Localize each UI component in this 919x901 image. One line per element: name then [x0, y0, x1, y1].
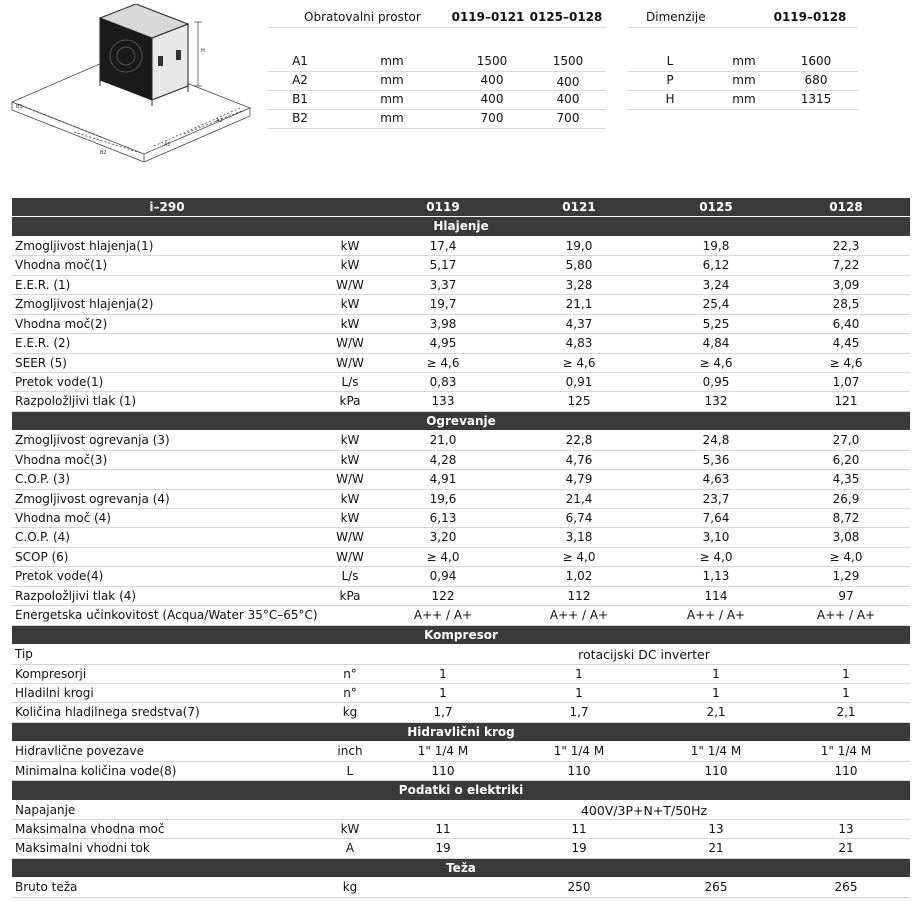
spec-value: 19,7	[429, 297, 457, 312]
spec-unit: L/s	[341, 374, 359, 389]
dim-label-a2: A2	[216, 118, 223, 124]
spec-row	[12, 587, 910, 606]
spec-value: 4,45	[832, 336, 860, 351]
spec-label: Maksimalna vhodna moč	[15, 822, 165, 836]
spec-value: 122	[431, 588, 455, 603]
clearance-value: 400	[556, 92, 580, 106]
spec-label: Pretok vode(4)	[15, 569, 104, 584]
spec-unit: kW	[340, 452, 360, 467]
spec-row	[12, 567, 910, 586]
spec-value: 8,72	[832, 511, 860, 525]
spec-value: ≥ 4,0	[699, 549, 733, 564]
spec-value: 1	[712, 666, 720, 681]
spec-value: 26,9	[832, 491, 860, 506]
spec-value: 4,35	[832, 472, 860, 487]
spec-value: 250	[567, 880, 591, 895]
spec-span-value: 400V/3P+N+T/50Hz	[580, 802, 708, 818]
spec-value: ≥ 4,6	[562, 355, 596, 370]
clearance-name: A2	[292, 73, 308, 87]
spec-unit: kg	[342, 880, 358, 895]
spec-value: 25,4	[702, 297, 730, 312]
spec-value: 1	[575, 666, 583, 681]
spec-value: 3,09	[832, 277, 860, 292]
clearance-unit: mm	[380, 92, 404, 106]
spec-value: 17,4	[429, 238, 457, 253]
spec-value: 13	[708, 822, 724, 836]
spec-value: ≥ 4,0	[829, 549, 863, 564]
spec-row	[12, 684, 910, 703]
spec-value: 21,4	[565, 491, 593, 506]
spec-value: 6,13	[429, 511, 457, 525]
spec-value: 1,02	[565, 569, 593, 584]
spec-value: 1,07	[832, 374, 860, 389]
spec-value: 1,7	[433, 705, 453, 720]
spec-label: Tip	[15, 647, 33, 662]
spec-row	[12, 801, 910, 820]
clearance-value: 400	[480, 73, 504, 87]
spec-row	[12, 276, 910, 295]
clearance-unit: mm	[380, 111, 404, 125]
dimensions-name: H	[665, 92, 675, 106]
spec-value: A++ / A+	[686, 608, 746, 623]
spec-unit: W/W	[336, 336, 364, 351]
spec-value: 21,0	[429, 433, 457, 448]
clearance-value: 700	[480, 111, 504, 125]
spec-row	[12, 742, 910, 761]
clearance-col-header: 0119–0121	[451, 10, 525, 24]
spec-value: 0,91	[565, 374, 593, 389]
spec-row	[12, 509, 910, 528]
spec-value: 13	[838, 822, 854, 836]
dimensions-unit: mm	[732, 92, 756, 106]
spec-value: 3,08	[832, 530, 860, 545]
spec-value: 28,5	[832, 297, 860, 312]
spec-label: Zmogljivost hlajenja(1)	[15, 238, 154, 253]
spec-value: 4,37	[565, 316, 593, 331]
spec-label: Vhodna moč(2)	[15, 316, 108, 331]
spec-value: 5,17	[429, 258, 457, 273]
clearance-table	[268, 8, 606, 133]
spec-row	[12, 703, 910, 722]
section-title: Ogrevanje	[426, 413, 496, 428]
spec-unit: W/W	[336, 472, 364, 487]
spec-row	[12, 762, 910, 781]
spec-row	[12, 470, 910, 489]
spec-value: 11	[571, 822, 587, 836]
spec-label: C.O.P. (3)	[15, 472, 70, 487]
spec-row	[12, 256, 910, 275]
dimensions-unit: mm	[732, 73, 756, 87]
spec-label: Hidravlične povezave	[15, 744, 145, 759]
section-header	[12, 217, 910, 236]
clearance-value: 700	[556, 111, 580, 125]
section-title: Hidravlični krog	[407, 724, 515, 739]
spec-value: ≥ 4,6	[699, 355, 733, 370]
spec-row	[12, 528, 910, 547]
spec-label: Energetska učinkovitost (Acqua/Water 35°C–65°C)	[15, 608, 318, 623]
spec-value: 0,95	[702, 374, 730, 389]
spec-span-value: rotacijski DC inverter	[578, 647, 710, 663]
spec-value: 2,1	[836, 705, 856, 720]
spec-value: 132	[704, 394, 728, 409]
spec-value: 19,0	[565, 238, 593, 253]
spec-unit: W/W	[336, 355, 364, 370]
spec-value: 21,1	[565, 297, 593, 312]
section-title: Hlajenje	[433, 219, 489, 234]
spec-value: 5,80	[565, 258, 593, 273]
spec-unit: kW	[340, 433, 360, 448]
dim-label-b1: B1	[16, 104, 23, 110]
model-name: i–290	[149, 200, 185, 214]
spec-value: 3,20	[429, 530, 457, 545]
spec-value: 19,6	[429, 491, 457, 506]
spec-value: 133	[431, 394, 455, 409]
dimensions-value: 1600	[800, 54, 832, 68]
dimensions-row	[628, 90, 858, 110]
spec-value: 265	[704, 880, 728, 895]
spec-value: 19	[571, 841, 587, 856]
spec-label: Zmogljivost ogrevanja (3)	[15, 433, 170, 448]
spec-label: Maksimalni vhodni tok	[15, 841, 150, 856]
spec-value: 4,84	[702, 336, 730, 351]
dim-label-b2: B2	[100, 150, 107, 156]
spec-unit: kW	[340, 822, 360, 836]
spec-label: E.E.R. (2)	[15, 336, 71, 351]
spec-value: 3,10	[702, 530, 730, 545]
section-title: Kompresor	[424, 627, 498, 642]
spec-value: 121	[834, 394, 858, 409]
spec-unit: kPa	[339, 394, 361, 409]
spec-value: A++ / A+	[816, 608, 876, 623]
spec-unit: kW	[340, 316, 360, 331]
spec-value: 1	[842, 685, 850, 700]
spec-row	[12, 315, 910, 334]
spec-value: 1,29	[832, 569, 860, 584]
section-header	[12, 859, 910, 878]
spec-row	[12, 295, 910, 314]
clearance-value: 1500	[552, 54, 584, 68]
spec-value: 110	[431, 763, 455, 778]
spec-row	[12, 548, 910, 567]
spec-row	[12, 373, 910, 392]
spec-value: 4,91	[429, 472, 457, 487]
section-header	[12, 626, 910, 645]
spec-value: 1,13	[702, 569, 730, 584]
clearance-title: Obratovalni prostor	[304, 10, 421, 24]
clearance-row	[268, 109, 606, 129]
spec-row	[12, 354, 910, 373]
spec-value: 22,8	[565, 433, 593, 448]
spec-label: Minimalna količina vode(8)	[15, 763, 177, 778]
spec-unit: L	[346, 763, 354, 778]
spec-value: 97	[838, 588, 854, 603]
clearance-value: 1500	[476, 54, 508, 68]
spec-unit: W/W	[336, 530, 364, 545]
dimensions-title: Dimenzije	[646, 10, 706, 24]
clearance-name: B2	[292, 111, 308, 125]
clearance-col-header: 0125–0128	[529, 10, 603, 24]
spec-label: E.E.R. (1)	[15, 277, 71, 292]
spec-unit: kW	[340, 297, 360, 312]
spec-value: ≥ 4,6	[426, 355, 460, 370]
dimensions-table	[628, 8, 858, 113]
spec-value: 21	[838, 841, 854, 856]
spec-value: 5,36	[702, 452, 730, 467]
clearance-value: 400	[556, 75, 580, 89]
spec-row	[12, 839, 910, 858]
spec-row	[12, 645, 910, 664]
model-column-header: 0125	[699, 200, 733, 214]
spec-label: Vhodna moč (4)	[15, 511, 111, 525]
spec-value: A++ / A+	[549, 608, 609, 623]
spec-value: ≥ 4,0	[562, 549, 596, 564]
spec-row	[12, 431, 910, 450]
spec-value: ≥ 4,0	[426, 549, 460, 564]
spec-value: A++ / A+	[413, 608, 473, 623]
spec-value: 110	[567, 763, 591, 778]
spec-value: 1	[842, 666, 850, 681]
spec-unit: W/W	[336, 277, 364, 292]
spec-row	[12, 606, 910, 625]
dimensions-name: P	[666, 73, 674, 87]
spec-value: 4,79	[565, 472, 593, 487]
spec-value: 6,74	[565, 511, 593, 525]
dimensions-value: 1315	[800, 92, 832, 106]
section-header	[12, 781, 910, 800]
spec-value: 1" 1/4 M	[417, 744, 469, 759]
spec-unit: n°	[343, 666, 357, 681]
spec-row	[12, 820, 910, 839]
spec-value: 114	[704, 588, 728, 603]
spec-value: 19	[435, 841, 451, 856]
spec-value: 0,94	[429, 569, 457, 584]
spec-label: Razpoložljivi tlak (4)	[15, 588, 137, 603]
spec-value: 125	[567, 394, 591, 409]
dim-label-h: H	[201, 48, 205, 54]
spec-value: 3,28	[565, 277, 593, 292]
spec-value: 1	[439, 685, 447, 700]
spec-unit: W/W	[336, 549, 364, 564]
spec-value: 22,3	[832, 238, 860, 253]
dimensions-col-header: 0119–0128	[773, 10, 847, 24]
spec-value: 6,20	[832, 452, 860, 467]
spec-value: 1	[575, 685, 583, 700]
spec-label: Količina hladilnega sredstva(7)	[15, 705, 200, 720]
unit-dimension-drawing	[4, 4, 254, 162]
dimensions-row	[628, 71, 858, 91]
spec-label: Pretok vode(1)	[15, 374, 104, 389]
spec-label: C.O.P. (4)	[15, 530, 70, 545]
spec-value: 6,40	[832, 316, 860, 331]
spec-value: 3,24	[702, 277, 730, 292]
spec-value: 110	[834, 763, 858, 778]
spec-value: ≥ 4,6	[829, 355, 863, 370]
section-title: Podatki o elektriki	[398, 783, 524, 798]
spec-label: Razpoložljivi tlak (1)	[15, 394, 137, 409]
spec-value: 27,0	[832, 433, 860, 448]
model-column-header: 0119	[426, 200, 460, 214]
dim-label-a1: A1	[164, 142, 171, 148]
spec-label: SCOP (6)	[15, 549, 69, 564]
clearance-name: B1	[292, 92, 308, 106]
spec-label: Vhodna moč(1)	[15, 258, 108, 273]
clearance-row	[268, 52, 606, 72]
spec-label: Vhodna moč(3)	[15, 452, 108, 467]
spec-row	[12, 490, 910, 509]
spec-unit: kPa	[339, 588, 361, 603]
spec-row	[12, 878, 910, 897]
spec-value: 112	[567, 588, 591, 603]
spec-value: 3,98	[429, 316, 457, 331]
spec-value: 0,83	[429, 374, 457, 389]
spec-unit: kW	[340, 511, 360, 525]
spec-row	[12, 392, 910, 411]
spec-value: 4,63	[702, 472, 730, 487]
dimensions-row	[628, 52, 858, 72]
clearance-value: 400	[480, 92, 504, 106]
spec-row	[12, 334, 910, 353]
clearance-unit: mm	[380, 54, 404, 68]
spec-value: 7,22	[832, 258, 860, 273]
spec-value: 24,8	[702, 433, 730, 448]
spec-label: Kompresorji	[15, 666, 87, 681]
section-header	[12, 412, 910, 431]
spec-value: 4,95	[429, 336, 457, 351]
spec-table	[12, 198, 910, 898]
clearance-unit: mm	[380, 73, 404, 87]
spec-value: 1" 1/4 M	[690, 744, 742, 759]
spec-value: 1	[712, 685, 720, 700]
spec-value: 3,37	[429, 277, 457, 292]
dimensions-name: L	[666, 54, 674, 68]
spec-row	[12, 451, 910, 470]
spec-value: 4,28	[429, 452, 457, 467]
spec-header-row	[12, 198, 910, 217]
spec-unit: kW	[340, 491, 360, 506]
clearance-row	[268, 71, 606, 91]
model-column-header: 0128	[829, 200, 863, 214]
spec-unit: kW	[340, 238, 360, 253]
spec-unit: kg	[342, 705, 358, 720]
spec-value: 19,8	[702, 238, 730, 253]
spec-value: 1" 1/4 M	[820, 744, 872, 759]
spec-label: Hladilni krogi	[15, 685, 94, 700]
spec-value: 1" 1/4 M	[553, 744, 605, 759]
spec-unit: n°	[343, 685, 357, 700]
spec-value: 21	[708, 841, 724, 856]
section-title: Teža	[446, 860, 476, 875]
spec-value: 6,12	[702, 258, 730, 273]
spec-value: 4,76	[565, 452, 593, 467]
spec-value: 4,83	[565, 336, 593, 351]
spec-label: Bruto teža	[15, 880, 78, 895]
spec-row	[12, 237, 910, 256]
spec-value: 265	[834, 880, 858, 895]
clearance-name: A1	[292, 54, 308, 68]
spec-value: 2,1	[706, 705, 726, 720]
spec-label: Zmogljivost hlajenja(2)	[15, 297, 154, 312]
spec-unit: L/s	[341, 569, 359, 584]
spec-unit: inch	[337, 744, 363, 759]
spec-label: Zmogljivost ogrevanja (4)	[15, 491, 170, 506]
spec-row	[12, 665, 910, 684]
spec-label: SEER (5)	[15, 355, 67, 370]
spec-value: 1,7	[569, 705, 589, 720]
spec-value: 23,7	[702, 491, 730, 506]
dimensions-unit: mm	[732, 54, 756, 68]
spec-value: 5,25	[702, 316, 730, 331]
clearance-row	[268, 90, 606, 110]
spec-unit: kW	[340, 258, 360, 273]
dimensions-value: 680	[804, 73, 828, 87]
spec-unit: A	[345, 841, 355, 856]
spec-value: 110	[704, 763, 728, 778]
spec-value: 7,64	[702, 511, 730, 525]
section-header	[12, 723, 910, 742]
spec-value: 3,18	[565, 530, 593, 545]
spec-value: 11	[435, 822, 451, 836]
spec-body	[12, 217, 910, 897]
spec-value: 1	[439, 666, 447, 681]
spec-label: Napajanje	[15, 802, 76, 817]
model-column-header: 0121	[562, 200, 596, 214]
